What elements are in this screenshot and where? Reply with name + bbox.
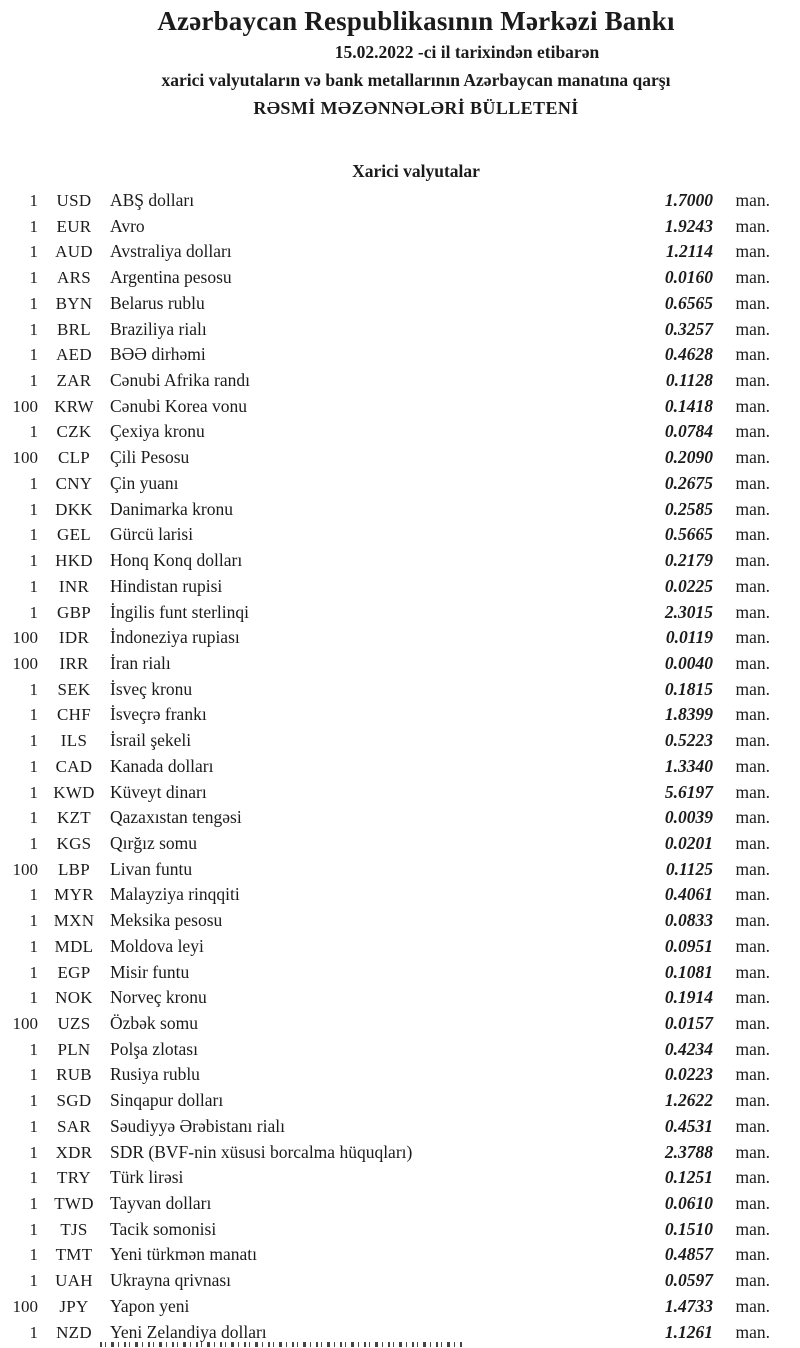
currency-unit-label: man.	[735, 1090, 770, 1111]
currency-rate: 0.2585	[664, 498, 713, 519]
currency-unit-label: man.	[735, 1167, 770, 1188]
currency-quantity: 1	[29, 576, 38, 596]
currency-rate: 0.0951	[664, 935, 713, 956]
currency-quantity: 100	[12, 448, 38, 468]
currency-unit-label: man.	[735, 910, 770, 931]
currency-rate: 0.1510	[664, 1218, 713, 1239]
currency-name: İran rialı	[110, 652, 171, 673]
currency-name: Qırğız somu	[110, 832, 198, 853]
currency-unit-label: man.	[735, 1321, 770, 1342]
currency-code: DKK	[55, 499, 93, 519]
currency-row	[8, 1062, 772, 1088]
currency-row	[8, 728, 772, 754]
currency-name: Sinqapur dolları	[110, 1090, 224, 1111]
currency-row	[8, 188, 772, 214]
currency-rate: 1.9243	[664, 215, 713, 236]
currency-unit-label: man.	[735, 832, 770, 853]
currency-code: MXN	[53, 911, 95, 931]
currency-code: RUB	[56, 1065, 92, 1085]
currency-rate: 0.0225	[664, 575, 713, 596]
currency-unit-label: man.	[735, 215, 770, 236]
clipped-next-row-fragment	[100, 1342, 462, 1347]
currency-row	[8, 600, 772, 626]
currency-code: NZD	[56, 1322, 92, 1342]
currency-quantity: 1	[29, 499, 38, 519]
currency-unit-label: man.	[735, 858, 770, 879]
currency-unit-label: man.	[735, 1013, 770, 1033]
currency-row	[8, 291, 772, 317]
currency-quantity: 1	[29, 962, 38, 982]
currency-rate: 0.0201	[664, 832, 713, 853]
currency-unit-label: man.	[735, 627, 770, 648]
currency-unit-label: man.	[735, 781, 770, 802]
currency-quantity: 100	[12, 628, 38, 648]
currency-unit-label: man.	[735, 1244, 770, 1265]
currency-name: Avstraliya dolları	[110, 241, 232, 262]
currency-name: Tayvan dolları	[110, 1193, 212, 1214]
currency-unit-label: man.	[735, 987, 770, 1008]
currency-row	[8, 419, 772, 445]
currency-unit-label: man.	[735, 190, 770, 210]
currency-quantity: 1	[29, 988, 38, 1008]
currency-row	[8, 239, 772, 265]
currency-code: CLP	[57, 448, 91, 468]
currency-name: Türk lirəsi	[110, 1167, 184, 1188]
currency-unit-label: man.	[735, 1115, 770, 1136]
currency-quantity: 1	[29, 1116, 38, 1136]
currency-row	[8, 471, 772, 497]
currency-rate: 0.1251	[664, 1167, 713, 1188]
effective-date-line: 15.02.2022 -ci il tarixindən etibarən	[334, 42, 600, 62]
currency-rate: 0.2179	[664, 550, 713, 571]
currency-unit-label: man.	[735, 807, 770, 828]
currency-rate: 0.0833	[664, 910, 713, 931]
currency-code: CZK	[56, 422, 92, 442]
currency-name: Çili Pesosu	[110, 447, 190, 468]
currency-unit-label: man.	[735, 935, 770, 956]
currency-quantity: 1	[29, 885, 38, 905]
currency-name: Tacik somonisi	[110, 1218, 217, 1239]
currency-code: AED	[56, 345, 92, 365]
currency-code: ARS	[57, 268, 91, 288]
currency-rate: 0.0157	[664, 1013, 713, 1033]
currency-unit-label: man.	[735, 1038, 770, 1059]
currency-row	[8, 857, 772, 883]
currency-code: TJS	[60, 1219, 88, 1239]
currency-quantity: 1	[29, 345, 38, 365]
currency-rate: 0.0160	[664, 267, 713, 288]
currency-code: XDR	[55, 1142, 93, 1162]
currency-quantity: 1	[29, 1142, 38, 1162]
currency-name: Səudiyyə Ərəbistanı rialı	[110, 1115, 285, 1136]
currency-unit-label: man.	[735, 961, 770, 982]
currency-name: Danimarka kronu	[110, 498, 233, 519]
currency-name: Küveyt dinarı	[110, 781, 207, 802]
currency-name: ABŞ dolları	[110, 190, 195, 210]
currency-quantity: 1	[29, 525, 38, 545]
currency-rate: 0.4628	[664, 344, 713, 365]
currency-rate: 0.3257	[664, 318, 713, 339]
currency-name: Cənubi Korea vonu	[110, 395, 248, 416]
currency-code: GBP	[57, 602, 91, 622]
currency-name: Kanada dolları	[110, 755, 214, 776]
currency-row	[8, 1037, 772, 1063]
currency-name: Ukrayna qrivnası	[110, 1270, 232, 1291]
currency-unit-label: man.	[735, 318, 770, 339]
currency-code: MDL	[54, 936, 94, 956]
currency-rate: 0.6565	[664, 292, 713, 313]
currency-quantity: 1	[29, 242, 38, 262]
currency-row	[8, 548, 772, 574]
currency-rate: 0.1128	[665, 370, 713, 391]
currency-code: LBP	[57, 859, 91, 879]
currency-row	[8, 702, 772, 728]
currency-unit-label: man.	[735, 550, 770, 571]
currency-row	[8, 1217, 772, 1243]
currency-quantity: 1	[29, 1091, 38, 1111]
currency-row	[8, 1140, 772, 1166]
currency-rate: 0.4857	[664, 1244, 713, 1265]
currency-rate: 1.2622	[664, 1090, 713, 1111]
currency-quantity: 1	[29, 1065, 38, 1085]
currency-name: Meksika pesosu	[110, 910, 223, 931]
currency-rate: 1.7000	[664, 190, 713, 210]
currency-code: USD	[56, 191, 92, 210]
currency-code: TWD	[54, 1194, 94, 1214]
currency-unit-label: man.	[735, 498, 770, 519]
currency-name: İndoneziya rupiası	[110, 627, 240, 648]
currency-quantity: 1	[29, 1271, 38, 1291]
currency-code: MYR	[54, 885, 94, 905]
currency-rate: 0.0039	[664, 807, 713, 828]
currency-name: Braziliya rialı	[110, 318, 207, 339]
currency-name: Yeni türkmən manatı	[110, 1244, 257, 1265]
currency-quantity: 1	[29, 319, 38, 339]
currency-row	[8, 574, 772, 600]
currency-code: IRR	[59, 653, 89, 673]
currency-rate: 1.2114	[665, 241, 713, 262]
currency-name: İngilis funt sterlinqi	[110, 601, 250, 622]
currency-unit-label: man.	[735, 1064, 770, 1085]
currency-name: Belarus rublu	[110, 292, 205, 313]
currency-row	[8, 985, 772, 1011]
currency-name: Hindistan rupisi	[110, 575, 223, 596]
currency-row	[8, 394, 772, 420]
currency-rate: 0.4061	[664, 884, 713, 905]
currency-code: KGS	[56, 833, 92, 853]
currency-name: Moldova leyi	[110, 935, 204, 956]
currency-quantity: 100	[12, 1014, 38, 1033]
currency-code: KZT	[57, 808, 91, 828]
currency-quantity: 1	[29, 833, 38, 853]
currency-code: ZAR	[56, 371, 92, 391]
currency-rate: 0.0223	[664, 1064, 713, 1085]
currency-unit-label: man.	[735, 395, 770, 416]
currency-name: Qazaxıstan tengəsi	[110, 807, 242, 828]
currency-quantity: 1	[29, 216, 38, 236]
currency-rate: 0.4234	[664, 1038, 713, 1059]
currency-name: Malayziya rinqqiti	[110, 884, 240, 905]
currency-quantity: 1	[29, 602, 38, 622]
currency-row	[8, 1191, 772, 1217]
currency-row	[8, 754, 772, 780]
currency-rate: 0.0119	[665, 627, 713, 648]
currency-unit-label: man.	[735, 1218, 770, 1239]
currency-code: CHF	[57, 705, 91, 725]
currency-rate: 0.4531	[664, 1115, 713, 1136]
currency-unit-label: man.	[735, 267, 770, 288]
currency-name: Çexiya kronu	[110, 421, 205, 442]
currency-name: Norveç kronu	[110, 987, 207, 1008]
currency-row	[8, 214, 772, 240]
currency-quantity: 1	[29, 1194, 38, 1214]
currency-code: JPY	[59, 1296, 89, 1316]
currency-name: Polşa zlotası	[110, 1038, 198, 1059]
currency-unit-label: man.	[735, 1193, 770, 1214]
currency-code: BYN	[55, 293, 93, 313]
currency-code: AUD	[55, 242, 93, 262]
currency-row	[8, 497, 772, 523]
currency-quantity: 1	[29, 422, 38, 442]
currency-rate: 0.0784	[664, 421, 713, 442]
currency-unit-label: man.	[735, 704, 770, 725]
currency-rate: 2.3788	[664, 1141, 713, 1162]
currency-rate: 2.3015	[664, 601, 713, 622]
currency-unit-label: man.	[735, 652, 770, 673]
currency-code: NOK	[55, 988, 93, 1008]
bulletin-title: RƏSMİ MƏZƏNNƏLƏRİ BÜLLETENİ	[253, 98, 579, 118]
currency-quantity: 100	[12, 859, 38, 879]
currency-row	[8, 1088, 772, 1114]
currency-name: Misir funtu	[110, 961, 190, 982]
currency-quantity: 1	[29, 936, 38, 956]
currency-code: PLN	[57, 1039, 91, 1059]
currency-code: CAD	[55, 756, 93, 776]
currency-code: GEL	[57, 525, 91, 545]
currency-rate: 0.5223	[664, 730, 713, 751]
currency-rate: 0.2090	[664, 447, 713, 468]
currency-quantity: 1	[29, 731, 38, 751]
currency-name: Yapon yeni	[110, 1295, 190, 1316]
scope-line: xarici valyutaların və bank metallarının Azərbaycan manatına qarşı	[161, 70, 671, 90]
currency-row	[8, 625, 772, 651]
currency-row	[8, 368, 772, 394]
currency-code: TMT	[55, 1245, 93, 1265]
currency-quantity: 1	[29, 679, 38, 699]
currency-row	[8, 445, 772, 471]
currency-name: İsveçrə frankı	[110, 704, 207, 725]
currency-row	[8, 522, 772, 548]
currency-quantity: 1	[29, 1168, 38, 1188]
currency-unit-label: man.	[735, 1270, 770, 1291]
currency-name: Livan funtu	[110, 858, 193, 879]
currency-unit-label: man.	[735, 524, 770, 545]
currency-code: CNY	[55, 473, 93, 493]
currency-row	[8, 831, 772, 857]
currency-quantity: 1	[29, 756, 38, 776]
currency-unit-label: man.	[735, 241, 770, 262]
currency-row	[8, 1294, 772, 1320]
currency-unit-label: man.	[735, 884, 770, 905]
currency-quantity: 1	[29, 1322, 38, 1342]
currency-unit-label: man.	[735, 344, 770, 365]
currency-code: INR	[58, 576, 90, 596]
currency-code: SEK	[57, 679, 91, 699]
currency-row	[8, 1268, 772, 1294]
currency-unit-label: man.	[735, 601, 770, 622]
currency-rate: 1.4733	[664, 1295, 713, 1316]
currency-code: BRL	[57, 319, 91, 339]
currency-unit-label: man.	[735, 292, 770, 313]
currency-name: İsveç kronu	[110, 678, 193, 699]
currency-row	[8, 1011, 772, 1037]
currency-name: Yeni Zelandiya dolları	[110, 1321, 267, 1342]
currency-quantity: 1	[29, 782, 38, 802]
bank-title: Azərbaycan Respublikasının Mərkəzi Bankı	[157, 6, 675, 36]
currency-quantity: 100	[12, 396, 38, 416]
currency-name: Çin yuanı	[110, 472, 179, 493]
currency-unit-label: man.	[735, 730, 770, 751]
currency-row	[8, 651, 772, 677]
currency-rate: 1.1261	[664, 1321, 713, 1342]
currency-code: EGP	[57, 962, 91, 982]
currency-unit-label: man.	[735, 472, 770, 493]
currency-row	[8, 342, 772, 368]
currency-code: IDR	[58, 628, 90, 648]
currency-rate: 0.0610	[664, 1193, 713, 1214]
currency-rate: 0.0597	[664, 1270, 713, 1291]
currency-row	[8, 960, 772, 986]
currency-quantity: 1	[29, 551, 38, 571]
currency-code: KRW	[54, 396, 94, 416]
currency-rate: 0.1418	[664, 395, 713, 416]
currency-code: HKD	[55, 551, 93, 571]
currency-quantity: 1	[29, 473, 38, 493]
currency-quantity: 100	[12, 1296, 38, 1316]
currency-unit-label: man.	[735, 421, 770, 442]
currency-name: Özbək somu	[110, 1013, 198, 1033]
currency-unit-label: man.	[735, 1295, 770, 1316]
currency-rate: 0.1081	[664, 961, 713, 982]
currency-unit-label: man.	[735, 575, 770, 596]
currency-unit-label: man.	[735, 447, 770, 468]
currency-quantity: 100	[12, 653, 38, 673]
currency-row	[8, 265, 772, 291]
currency-code: KWD	[53, 782, 95, 802]
currency-quantity: 1	[29, 911, 38, 931]
currency-code: TRY	[57, 1168, 91, 1188]
currency-name: Gürcü larisi	[110, 524, 194, 545]
currency-row	[8, 1114, 772, 1140]
currency-rate: 0.1815	[664, 678, 713, 699]
currency-row	[8, 780, 772, 806]
currency-row	[8, 934, 772, 960]
currency-name: Avro	[110, 215, 145, 236]
currency-quantity: 1	[29, 705, 38, 725]
currency-row	[8, 805, 772, 831]
currency-code: SGD	[56, 1091, 92, 1111]
currency-row	[8, 1165, 772, 1191]
currency-quantity: 1	[29, 191, 38, 210]
currency-rate: 0.1125	[665, 858, 713, 879]
currency-quantity: 1	[29, 1219, 38, 1239]
currency-unit-label: man.	[735, 678, 770, 699]
currency-quantity: 1	[29, 1245, 38, 1265]
currency-code: UAH	[55, 1271, 93, 1291]
currency-rate: 0.0040	[664, 652, 713, 673]
currency-name: BƏƏ dirhəmi	[110, 344, 206, 365]
currency-rate: 0.2675	[664, 472, 713, 493]
currency-code: SAR	[57, 1116, 91, 1136]
currency-rate: 0.1914	[664, 987, 713, 1008]
currency-quantity: 1	[29, 808, 38, 828]
document-header	[32, 0, 800, 122]
currency-name: Cənubi Afrika randı	[110, 370, 250, 391]
currency-row	[8, 677, 772, 703]
currency-quantity: 1	[29, 1039, 38, 1059]
currency-code: ILS	[60, 731, 88, 751]
currency-name: Argentina pesosu	[110, 267, 232, 288]
currency-quantity: 1	[29, 268, 38, 288]
currency-name: İsrail şekeli	[110, 730, 192, 751]
currency-rate: 5.6197	[664, 781, 713, 802]
currency-unit-label: man.	[735, 370, 770, 391]
currency-code: EUR	[56, 216, 92, 236]
currency-rate: 0.5665	[664, 524, 713, 545]
currency-row	[8, 317, 772, 343]
exchange-rates-table	[0, 188, 800, 1345]
currency-row	[8, 908, 772, 934]
currency-row	[8, 882, 772, 908]
section-title-foreign-currencies: Xarici valyutalar	[352, 161, 480, 181]
currency-quantity: 1	[29, 293, 38, 313]
currency-code: UZS	[57, 1014, 91, 1033]
currency-unit-label: man.	[735, 1141, 770, 1162]
currency-rate: 1.3340	[664, 755, 713, 776]
currency-rate: 1.8399	[664, 704, 713, 725]
currency-unit-label: man.	[735, 755, 770, 776]
currency-row	[8, 1242, 772, 1268]
currency-name: Rusiya rublu	[110, 1064, 200, 1085]
currency-name: Honq Konq dolları	[110, 550, 243, 571]
currency-quantity: 1	[29, 371, 38, 391]
currency-name: SDR (BVF-nin xüsusi borcalma hüquqları)	[110, 1141, 413, 1162]
